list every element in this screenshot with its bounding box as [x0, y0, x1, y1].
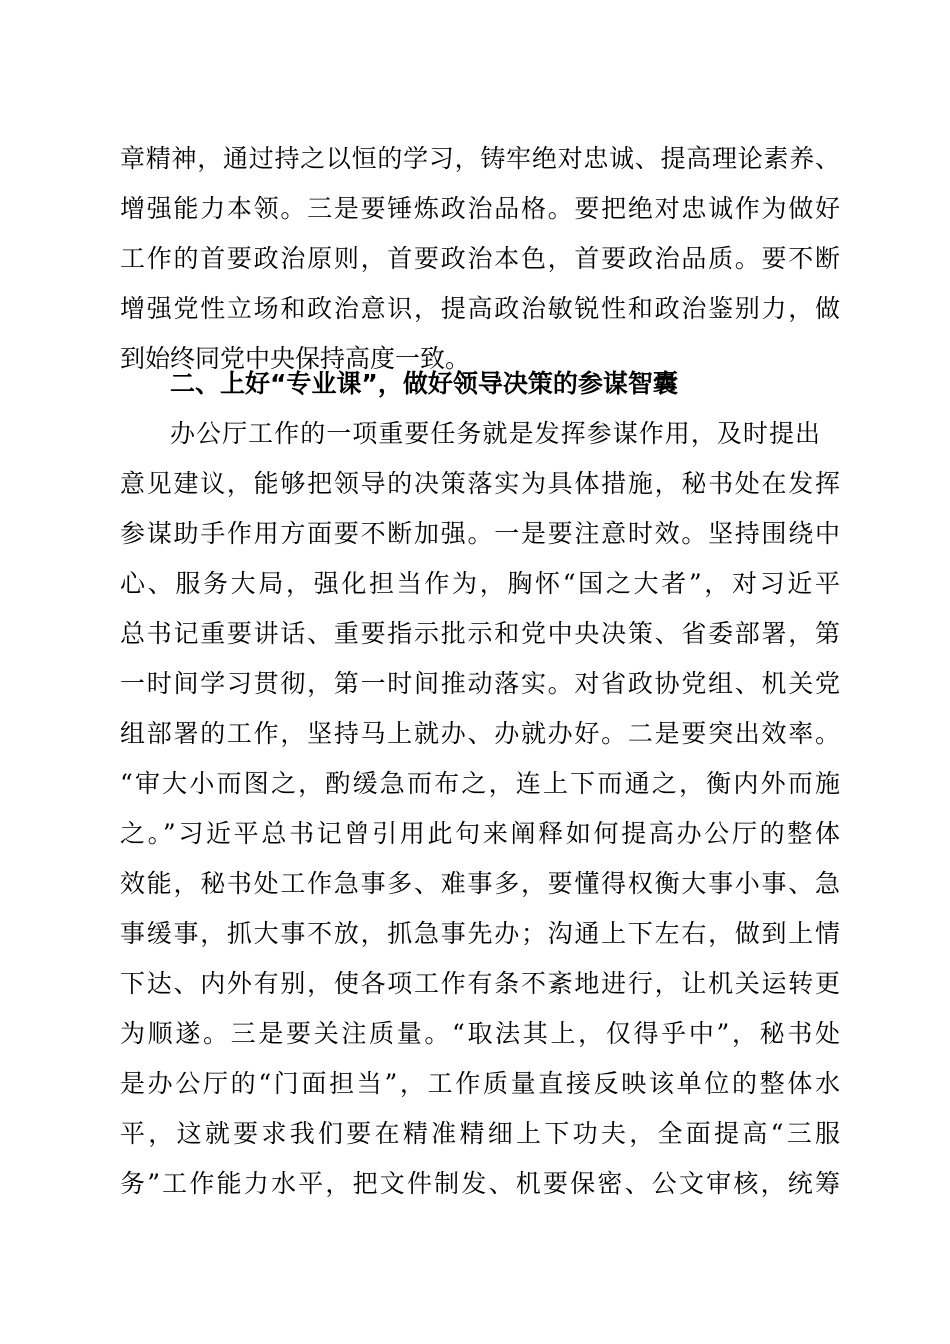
paragraph-line: 心、服务大局，强化担当作为，胸怀“国之大者”，对习近平 [120, 569, 840, 598]
paragraph-line: 之。”习近平总书记曾引用此句来阐释如何提高办公厅的整体 [120, 819, 840, 848]
paragraph-line: 一时间学习贯彻，第一时间推动落实。对省政协党组、机关党 [120, 669, 840, 698]
paragraph-line: 办公厅工作的一项重要任务就是发挥参谋作用，及时提出 [170, 419, 820, 448]
paragraph-line: 总书记重要讲话、重要指示批示和党中央决策、省委部署，第 [120, 619, 840, 648]
paragraph-line: 章精神，通过持之以恒的学习，铸牢绝对忠诚、提高理论素养、 [120, 144, 840, 173]
paragraph-line: 意见建议，能够把领导的决策落实为具体措施，秘书处在发挥 [120, 469, 840, 498]
paragraph-line: 务”工作能力水平，把文件制发、机要保密、公文审核，统筹 [120, 1169, 840, 1198]
paragraph-line: 下达、内外有别，使各项工作有条不紊地进行，让机关运转更 [120, 969, 840, 998]
paragraph-line: 是办公厅的“门面担当”，工作质量直接反映该单位的整体水 [120, 1069, 840, 1098]
paragraph-line: 平，这就要求我们要在精准精细上下功夫，全面提高“三服 [120, 1119, 840, 1148]
paragraph-line: 到始终同党中央保持高度一致。 [120, 344, 471, 373]
paragraph-line: 组部署的工作，坚持马上就办、办就办好。二是要突出效率。 [120, 719, 840, 748]
paragraph-line: 为顺遂。三是要关注质量。“取法其上，仅得乎中”，秘书处 [120, 1019, 840, 1048]
section-heading: 二、上好“专业课”，做好领导决策的参谋智囊 [170, 369, 678, 398]
paragraph-line: “审大小而图之，酌缓急而布之，连上下而通之，衡内外而施 [120, 769, 840, 798]
paragraph-line: 增强能力本领。三是要锤炼政治品格。要把绝对忠诚作为做好 [120, 194, 840, 223]
paragraph-line: 工作的首要政治原则，首要政治本色，首要政治品质。要不断 [120, 244, 840, 273]
paragraph-line: 事缓事，抓大事不放，抓急事先办；沟通上下左右，做到上情 [120, 919, 840, 948]
paragraph-line: 效能，秘书处工作急事多、难事多，要懂得权衡大事小事、急 [120, 869, 840, 898]
paragraph-line: 参谋助手作用方面要不断加强。一是要注意时效。坚持围绕中 [120, 519, 840, 548]
paragraph-line: 增强党性立场和政治意识，提高政治敏锐性和政治鉴别力，做 [120, 294, 840, 323]
